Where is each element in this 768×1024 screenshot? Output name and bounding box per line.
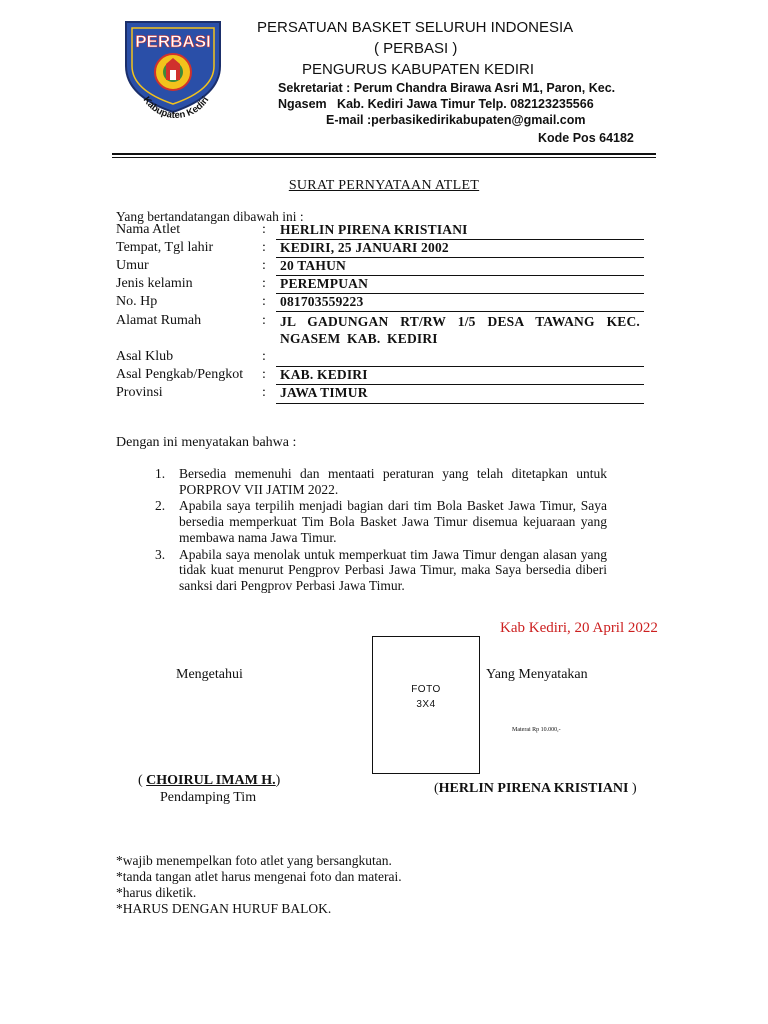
list-item xyxy=(155,547,607,594)
label-name: Nama Atlet xyxy=(116,222,181,237)
companion-signature-name xyxy=(138,773,280,789)
perbasi-logo xyxy=(118,14,228,124)
photo-size-label: 3X4 xyxy=(416,699,436,710)
athlete-name: HERLIN PIRENA KRISTIANI xyxy=(438,781,629,796)
value-name: HERLIN PIRENA KRISTIANI xyxy=(280,222,468,237)
value-gender: PEREMPUAN xyxy=(280,276,369,291)
logo-wordmark: PERBASI xyxy=(135,32,211,51)
paren-close: ) xyxy=(275,773,281,788)
paren-close: ) xyxy=(628,781,637,796)
list-text: Bersedia memenuhi dan mentaati peraturan yang telah ditetapkan untuk PORPROV VII JATIM 2022. xyxy=(179,466,607,497)
label-phone: No. Hp xyxy=(116,294,158,309)
statement-intro: Dengan ini menyatakan bahwa : xyxy=(116,435,297,450)
header-divider-thick xyxy=(112,153,656,155)
org-abbr: ( PERBASI ) xyxy=(374,40,458,57)
field-underline xyxy=(276,403,644,404)
colon: : xyxy=(262,385,266,400)
list-number: 2. xyxy=(155,498,166,514)
stamp-note: Materai Rp 10.000,- xyxy=(512,727,561,733)
value-address: JL GADUNGAN RT/RW 1/5 DESA TAWANG KEC. NGASEM KAB. KEDIRI xyxy=(280,314,640,346)
statement-list xyxy=(155,466,607,595)
declarant-label: Yang Menyatakan xyxy=(486,667,588,682)
label-address: Alamat Rumah xyxy=(116,313,202,328)
footnote: *HARUS DENGAN HURUF BALOK. xyxy=(116,901,332,916)
list-number: 1. xyxy=(155,466,166,481)
label-association: Asal Pengkab/Pengkot xyxy=(116,367,244,382)
acknowledged-label: Mengetahui xyxy=(176,667,243,682)
value-province: JAWA TIMUR xyxy=(280,385,368,400)
place-date: Kab Kediri, 20 April 2022 xyxy=(500,620,658,636)
value-birth: KEDIRI, 25 JANUARI 2002 xyxy=(280,240,449,255)
colon: : xyxy=(262,367,266,382)
list-text: Apabila saya menolak untuk memperkuat tim Jawa Timur dengan alasan yang tidak kuat menurut Pengprov Perbasi Jawa Timur, maka Saya bersedia diberi sanksi dari Pengprov Perbasi Jawa Timur. xyxy=(179,546,607,593)
field-underline xyxy=(276,311,644,312)
footnote: *tanda tangan atlet harus mengenai foto dan materai. xyxy=(116,869,402,884)
label-gender: Jenis kelamin xyxy=(116,276,193,291)
logo-ring-text: Kabupaten Kediri xyxy=(140,94,212,122)
list-text: Apabila saya terpilih menjadi bagian dari tim Bola Basket Jawa Timur, Saya bersedia memperkuat Tim Bola Basket Jawa Timur disemua kejuaraan yang membawa nama Jawa Timur. xyxy=(179,498,607,545)
header-divider-thin xyxy=(112,157,656,158)
colon: : xyxy=(262,349,266,364)
label-club: Asal Klub xyxy=(116,349,174,364)
companion-name: CHOIRUL IMAM H. xyxy=(146,773,276,788)
list-item xyxy=(155,498,607,545)
address-line-2: Ngasem Kab. Kediri Jawa Timur Telp. 082123235566 xyxy=(278,97,594,111)
athlete-signature-name xyxy=(434,781,637,797)
list-item xyxy=(155,466,607,497)
label-age: Umur xyxy=(116,258,149,273)
value-phone: 081703559223 xyxy=(280,294,364,309)
colon: : xyxy=(262,222,266,237)
document-title: SURAT PERNYATAAN ATLET xyxy=(288,178,480,193)
org-title: PERSATUAN BASKET SELURUH INDONESIA xyxy=(257,19,574,36)
value-association: KAB. KEDIRI xyxy=(280,367,368,382)
paren-open: ( xyxy=(138,773,147,788)
colon: : xyxy=(262,294,266,309)
address-line-1: Sekretariat : Perum Chandra Birawa Asri M1, Paron, Kec. xyxy=(278,81,616,95)
colon: : xyxy=(262,276,266,291)
colon: : xyxy=(262,313,266,328)
photo-label: FOTO xyxy=(411,684,441,695)
footnote: *wajib menempelkan foto atlet yang bersangkutan. xyxy=(116,853,392,868)
colon: : xyxy=(262,258,266,273)
label-birth: Tempat, Tgl lahir xyxy=(116,240,214,255)
colon: : xyxy=(262,240,266,255)
paren-open: ( xyxy=(434,781,439,796)
email-line: E-mail :perbasikedirikabupaten@gmail.com xyxy=(326,113,586,127)
org-branch: PENGURUS KABUPATEN KEDIRI xyxy=(302,61,534,78)
postcode: Kode Pos 64182 xyxy=(538,131,634,145)
value-age: 20 TAHUN xyxy=(280,258,346,273)
footnote: *harus diketik. xyxy=(116,885,197,900)
label-province: Provinsi xyxy=(116,385,163,400)
form-intro: Yang bertandatangan dibawah ini : xyxy=(116,209,304,224)
companion-role: Pendamping Tim xyxy=(160,790,257,805)
list-number: 3. xyxy=(155,546,166,562)
